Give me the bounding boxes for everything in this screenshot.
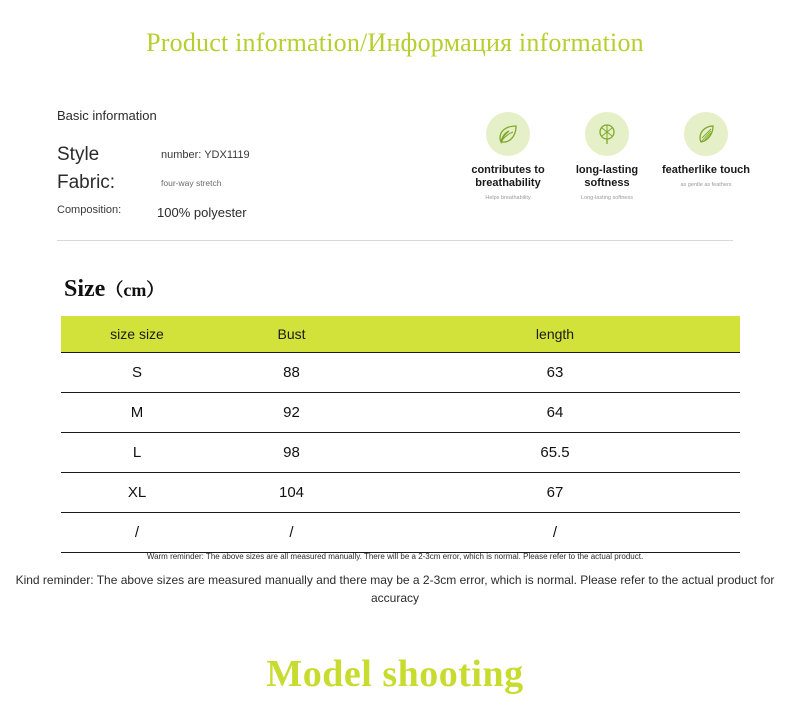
table-row: [61, 393, 740, 433]
feature-subtitle: as gentle as feathers: [680, 182, 732, 188]
feature-title: long-lasting softness: [575, 164, 639, 189]
cell-length: 63: [370, 353, 740, 393]
flower-softness-icon: [585, 112, 629, 156]
page-title: Product information/Информация information: [146, 28, 644, 57]
table-header-row: [61, 316, 740, 353]
spec-fabric-value: four-way stretch: [161, 178, 222, 188]
model-shooting-title: Model shooting: [266, 653, 524, 695]
section-divider: [57, 240, 733, 241]
cell-bust: 98: [213, 433, 370, 473]
size-table: [61, 316, 740, 553]
column-header-length: length: [370, 316, 740, 353]
cell-length: /: [370, 513, 740, 553]
table-row: [61, 353, 740, 393]
cell-bust: /: [213, 513, 370, 553]
cell-length: 64: [370, 393, 740, 433]
cell-bust: 92: [213, 393, 370, 433]
leaf-breathability-icon: [486, 112, 530, 156]
feature-softness: [561, 112, 653, 202]
table-row: [61, 473, 740, 513]
feature-badges: [462, 112, 752, 202]
cell-size: L: [61, 433, 213, 473]
feather-touch-icon: [684, 112, 728, 156]
cell-length: 65.5: [370, 433, 740, 473]
kind-reminder-text: Kind reminder: The above sizes are measured manually and there may be a 2-3cm error, which is normal. Please refer to the actual product for accuracy: [15, 573, 775, 605]
column-header-size: size size: [61, 316, 213, 353]
cell-size: /: [61, 513, 213, 553]
spec-style-label: Style: [57, 144, 100, 165]
table-row: [61, 513, 740, 553]
feature-subtitle: Helps breathability: [485, 195, 531, 201]
spec-composition-value: 100% polyester: [157, 205, 247, 220]
warm-reminder-text: Warm reminder: The above sizes are all measured manually. There will be a 2-3cm error, which is normal. Please refer to the actual product.: [146, 552, 644, 561]
basic-information-label: Basic information: [57, 108, 157, 123]
column-header-bust: Bust: [213, 316, 370, 353]
cell-bust: 104: [213, 473, 370, 513]
feature-title: featherlike touch: [661, 164, 751, 176]
feature-title: contributes to breathability: [471, 164, 545, 189]
cell-length: 67: [370, 473, 740, 513]
spec-fabric-label: Fabric:: [57, 172, 116, 193]
feature-subtitle: Long-lasting softness: [581, 195, 633, 201]
cell-size: XL: [61, 473, 213, 513]
spec-composition-label: Composition:: [57, 204, 122, 216]
feature-breathability: [462, 112, 554, 202]
size-heading: [64, 276, 164, 303]
cell-size: S: [61, 353, 213, 393]
size-heading-text: Size: [64, 276, 106, 302]
spec-style-value: number: YDX1119: [161, 149, 250, 161]
size-heading-unit: （cm）: [105, 280, 165, 300]
cell-size: M: [61, 393, 213, 433]
table-row: [61, 433, 740, 473]
cell-bust: 88: [213, 353, 370, 393]
feature-featherlike-touch: [660, 112, 752, 202]
